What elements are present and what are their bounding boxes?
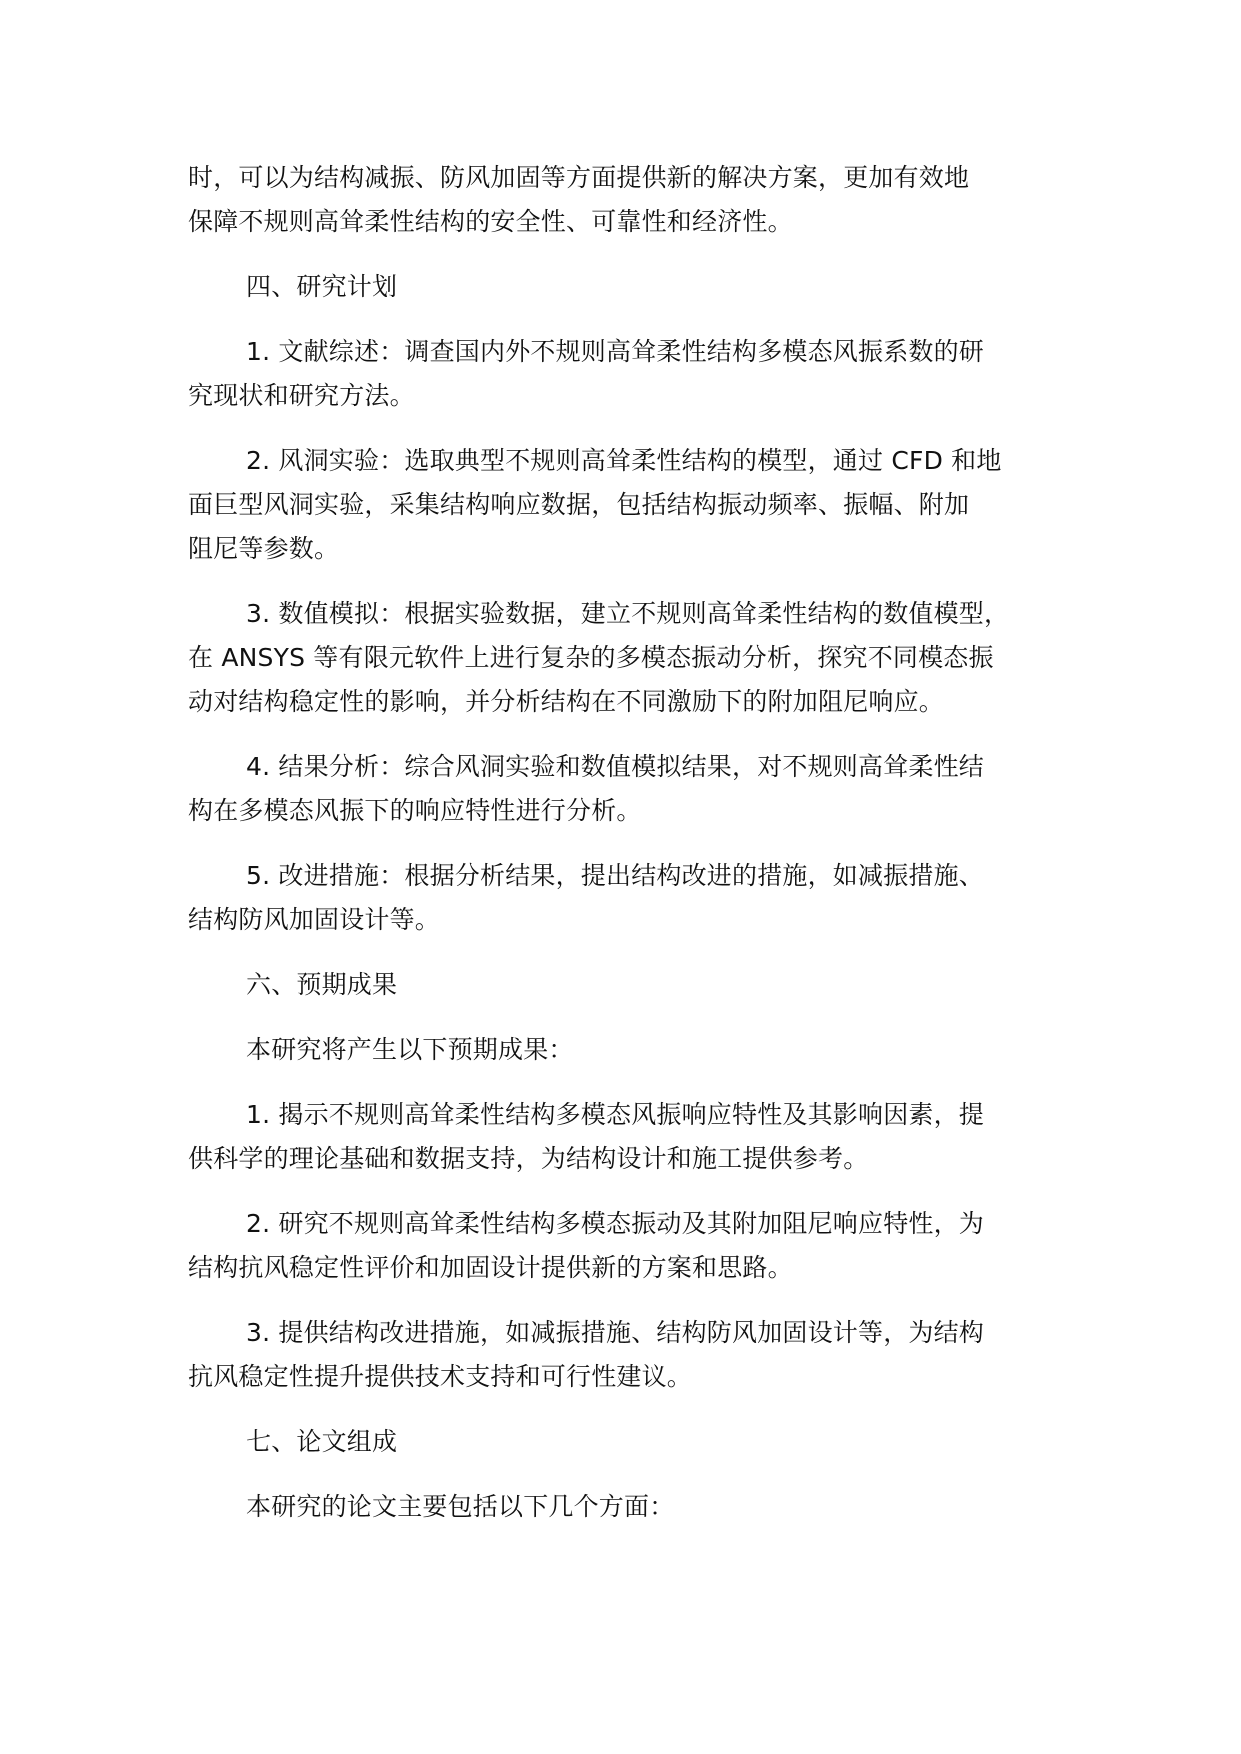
text-line: 究现状和研究方法。: [188, 381, 415, 410]
document-body: [188, 156, 1088, 1550]
text-line: 时，可以为结构减振、防风加固等方面提供新的解决方案，更加有效地: [188, 163, 970, 192]
text-line: 保障不规则高耸柔性结构的安全性、可靠性和经济性。: [188, 207, 793, 236]
text-line: 2. 风洞实验：选取典型不规则高耸柔性结构的模型，通过 CFD 和地: [246, 446, 1002, 475]
paragraph-continuation: [188, 156, 1088, 244]
text-line: 阻尼等参数。: [188, 534, 340, 563]
thesis-composition-intro: 本研究的论文主要包括以下几个方面：: [246, 1492, 675, 1521]
expected-result-item-1: [188, 1093, 1088, 1181]
text-line: 3. 数值模拟：根据实验数据，建立不规则高耸柔性结构的数值模型，: [246, 599, 1010, 628]
plan-item-literature-review: [188, 330, 1088, 418]
text-line: 抗风稳定性提升提供技术支持和可行性建议。: [188, 1362, 693, 1391]
text-line: 在 ANSYS 等有限元软件上进行复杂的多模态振动分析，探究不同模态振: [188, 643, 994, 672]
section-heading-research-plan: 四、研究计划: [246, 272, 398, 301]
text-line: 结构抗风稳定性评价和加固设计提供新的方案和思路。: [188, 1253, 793, 1282]
expected-results-intro: 本研究将产生以下预期成果：: [246, 1035, 574, 1064]
expected-result-item-2: [188, 1202, 1088, 1290]
text-line: 4. 结果分析：综合风洞实验和数值模拟结果，对不规则高耸柔性结: [246, 752, 985, 781]
text-line: 动对结构稳定性的影响，并分析结构在不同激励下的附加阻尼响应。: [188, 687, 945, 716]
plan-item-result-analysis: [188, 745, 1088, 833]
text-line: 1. 揭示不规则高耸柔性结构多模态风振响应特性及其影响因素，提: [246, 1100, 985, 1129]
text-line: 结构防风加固设计等。: [188, 905, 441, 934]
expected-result-item-3: [188, 1311, 1088, 1399]
text-line: 3. 提供结构改进措施，如减振措施、结构防风加固设计等，为结构: [246, 1318, 985, 1347]
plan-item-improvement-measures: [188, 854, 1088, 942]
text-line: 面巨型风洞实验，采集结构响应数据，包括结构振动频率、振幅、附加: [188, 490, 970, 519]
section-heading-expected-results: 六、预期成果: [246, 970, 398, 999]
text-line: 2. 研究不规则高耸柔性结构多模态振动及其附加阻尼响应特性，为: [246, 1209, 985, 1238]
text-line: 构在多模态风振下的响应特性进行分析。: [188, 796, 642, 825]
section-heading-thesis-composition: 七、论文组成: [246, 1427, 398, 1456]
plan-item-wind-tunnel: [188, 439, 1088, 571]
text-line: 1. 文献综述：调查国内外不规则高耸柔性结构多模态风振系数的研: [246, 337, 985, 366]
text-line: 供科学的理论基础和数据支持，为结构设计和施工提供参考。: [188, 1144, 869, 1173]
plan-item-numerical-simulation: [188, 592, 1088, 724]
text-line: 5. 改进措施：根据分析结果，提出结构改进的措施，如减振措施、: [246, 861, 985, 890]
